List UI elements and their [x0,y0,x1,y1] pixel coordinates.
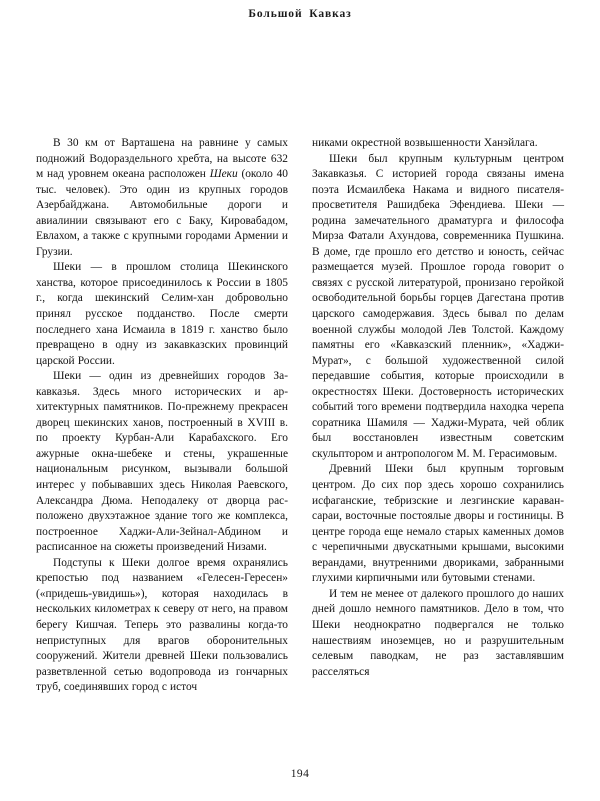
paragraph: Шеки — в прошлом столица Шекинского ханства, которое присоединилось к России в 1805 г., когда шекинский Селим-хан добровольно принял русское подданство. После смерти последнего хана Исмаила в 1819 г. ханство было превращено в одну из закавказских провинций царской России. [36,261,288,367]
text-columns [36,136,564,752]
paragraph: Подступы к Шеки долгое время охранялись крепостью под названием «Гелесен-Гересен» («придешь-увидишь»), которая находилась в нескольких километрах к северу от него, на правом берегу Кишчая. Теперь это развалины когда-то неприступных для врагов оборонительных сооружений. Жители древней Шеки пользовались разветвленной сетью водопровода из гончарных труб, соединявших город с источ [36,556,288,694]
paragraph-lead: В 30 км от Варташена на равнине у самых подножий Водораздельного хребта, на высоте 632 м над уровнем океана расположен [36,137,288,181]
paragraph: Шеки — один из древнейших городов Закавказья. Здесь много исторических и архитектурных памятников. По-прежнему прекрасен дворец шекинских ханов, построенный в XVIII в. по проекту Курбан-Али Карабахского. Его ажурные окна-шебеке и стены, украшенные национальным рисунком, вызывали большой интерес у побывавших здесь Николая Раевского, Александра Дюма. Неподалеку от дворца расположено двухэтажное здание того же комплекса, построенное Хаджи-Али-Зейнал-Абдином и расписанное на сюжеты произведений Низами. [36,370,288,554]
running-head: Большой Кавказ [248,8,352,20]
column-left [36,136,288,696]
paragraph-tail: (около 40 тыс. человек). Это один из крупных городов Азербайджана. Автомобильные дороги и авиалинии связывают его с Баку, Кировабадом, Евлахом, а также с крупными городами Армении и Грузии. [36,168,288,258]
page-number: 194 [290,768,310,780]
paragraph [36,136,288,260]
column-right [312,136,564,680]
paragraph-continuation: никами окрестной возвышенности Ханэйлага. [312,137,538,149]
paragraph: И тем не менее от далекого прошлого до наших дней дошло немного памятников. Дело в том, что Шеки неоднократно подвергался не только нашествиям иноземцев, но и разрушительным селевым паводкам, не раз заставлявшим расселяться [312,587,564,678]
paragraph: Шеки был крупным культурным центром Закавказья. С историей города связаны имена поэта Исмаилбека Накама и видного писателя-просветителя Рашидбека Эфендиева. Шеки — родина замечательного драматурга и философа Мирза Фатали Ахундова, современника Пушкина. В доме, где прошло его детство и юность, сейчас размещается музей. Прошлое города говорит о связях с русской литературой, пронизано геройкой освободительной борьбы горцев Дагестана против царского самодержавия. Здесь бывал по делам военной службы молодой Лев Толстой. Каждому памятны его «Кавказский пленник», «Хаджи-Мурат», с большой художественной силой передавшие события, которые происходили в окрестностях Шеки. Достоверность исторических событий того времени подтвердила находка черепа соратника Шамиля — Хаджи-Мурата, чей облик был восстановлен известным советским скульптором и антропологом М. М. Герасимовым. [312,152,564,460]
paragraph: Древний Шеки был крупным торговым центром. До сих пор здесь хорошо сохранились исфаганские, тебризские и лезгинские караван-сараи, восточные постоялые дворы и гостиницы. В центре города еще немало старых каменных домов с черепичными двускатными крышами, высокими верандами, внутренними двориками, забранными глухими кирпичными или бутовыми стенами. [312,463,564,585]
place-name-emphasis: Шеки [209,168,238,181]
